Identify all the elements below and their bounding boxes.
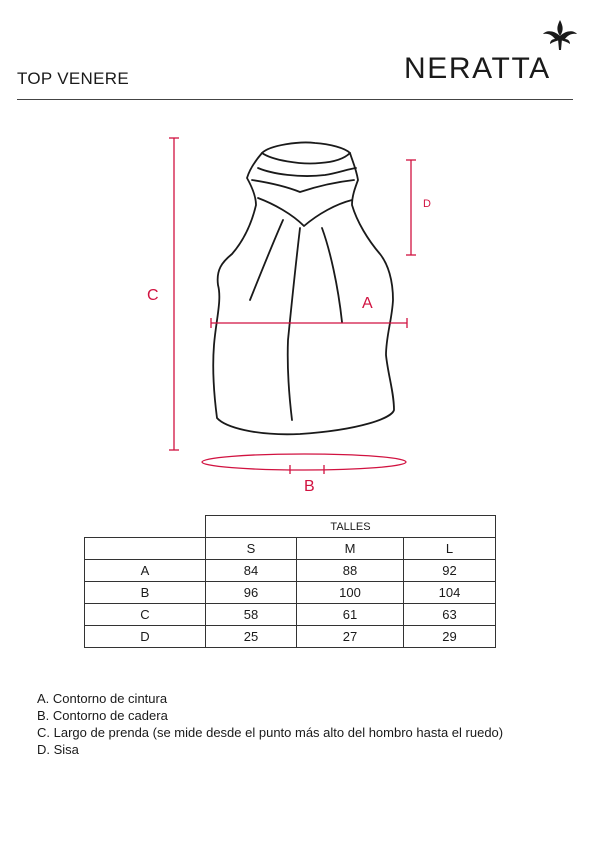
table-size-row [85,538,496,560]
table-row [85,604,496,626]
row-label: A [85,560,206,582]
table-cell: 100 [297,582,404,604]
size-header: L [404,538,496,560]
row-label: B [85,582,206,604]
talles-header: TALLES [206,516,496,538]
table-cell: 25 [206,626,297,648]
table-cell: 96 [206,582,297,604]
header-divider [17,99,573,100]
label-a: A [362,295,373,312]
table-cell: 92 [404,560,496,582]
table-cell: 84 [206,560,297,582]
garment-diagram [0,120,595,500]
size-header: S [206,538,297,560]
note-item: B. Contorno de cadera [37,708,168,723]
table-row [85,560,496,582]
label-d: D [423,198,431,210]
table-row [85,626,496,648]
size-header: M [297,538,404,560]
dimension-a [211,318,407,328]
table-cell: 58 [206,604,297,626]
garment-title: TOP VENERE [17,69,129,88]
table-cell: 27 [297,626,404,648]
table-cell: 29 [404,626,496,648]
top-outline [213,142,394,434]
table-header-row [85,516,496,538]
dimension-d [406,160,416,255]
table-cell: 63 [404,604,496,626]
dimension-c [169,138,179,450]
table-cell: 88 [297,560,404,582]
label-c: C [147,287,159,304]
table-row [85,582,496,604]
brand-logo: NERATTA [404,52,551,85]
label-b: B [304,478,315,495]
note-item: D. Sisa [37,742,79,757]
row-label: D [85,626,206,648]
table-cell: 104 [404,582,496,604]
row-label: C [85,604,206,626]
table-cell: 61 [297,604,404,626]
size-table [84,515,496,648]
note-item: C. Largo de prenda (se mide desde el punto más alto del hombro hasta el ruedo) [37,725,504,740]
note-item: A. Contorno de cintura [37,691,168,706]
dimension-b [202,454,406,474]
fleur-de-lis-icon [540,18,580,52]
measurement-notes [37,690,503,758]
